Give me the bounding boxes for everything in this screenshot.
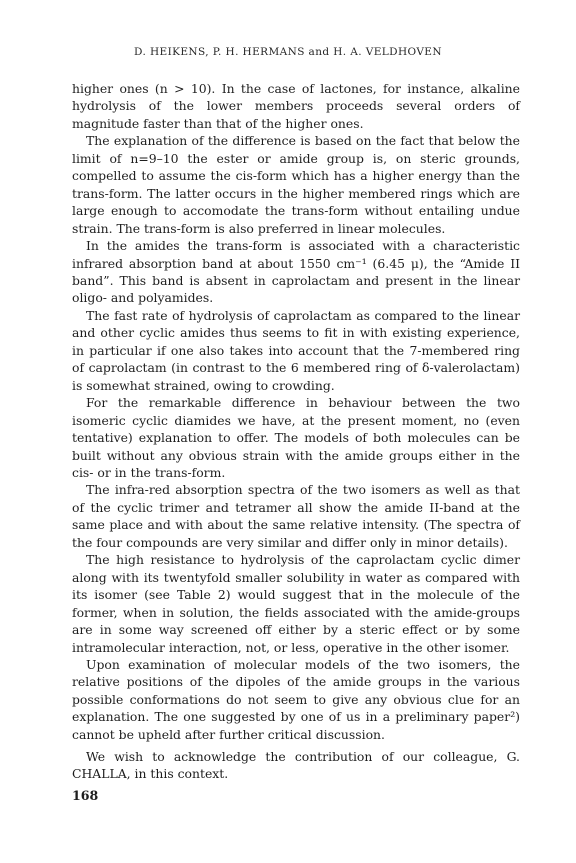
paragraph: The infra-red absorption spectra of the two isomers as well as that of the cyclic trimer and tetramer all show the amide II-band at the same place and with about the same relative intensity. (The spectra of the four compounds are very similar and differ only in minor details). <box>72 482 520 550</box>
paragraph: Upon examination of molecular models of the two isomers, the relative positions of the dipoles of the amide groups in the various possible conformations do not seem to give any obvious clue for an explanation. The one suggested by one of us in a preliminary paper²) cannot be upheld after further critical discussion. <box>72 656 520 742</box>
acknowledgement <box>72 748 520 783</box>
paragraph: The high resistance to hydrolysis of the caprolactam cyclic dimer along with its twentyfold smaller solubility in water as compared with its isomer (see Table 2) would suggest that in the molecule of the former, when in solution, the fields associated with the amide-groups are in some way screened off either by a steric effect or by some intramolecular interaction, not, or less, operative in the other isomer. <box>72 552 520 655</box>
paragraph: The fast rate of hydrolysis of caprolactam as compared to the linear and other cyclic amides thus seems to fit in with existing experience, in particular if one also takes into account that the 7-membered ring of caprolactam (in contrast to the 6 membered ring of δ-valerolactam) is somewhat strained, owing to crowding. <box>72 307 520 393</box>
running-header: D. HEIKENS, P. H. HERMANS and H. A. VELDHOVEN <box>134 46 442 58</box>
paragraph: higher ones (n > 10). In the case of lactones, for instance, alkaline hydrolysis of the lower members proceeds several orders of magnitude faster than that of the higher ones. <box>72 81 520 131</box>
paragraph: The explanation of the difference is based on the fact that below the limit of n=9–10 the ester or amide group is, on steric grounds, compelled to assume the cis-form which has a higher energy than the trans-form. The latter occurs in the higher membered rings which are large enough to accomodate the trans-form without entailing undue strain. The trans-form is also preferred in linear molecules. <box>72 133 520 236</box>
body-text <box>72 80 520 743</box>
paragraph: For the remarkable difference in behaviour between the two isomeric cyclic diamides we have, at the present moment, no (even tentative) explanation to offer. The models of both molecules can be built without any obvious strain with the amide groups either in the cis- or in the trans-form. <box>72 395 520 480</box>
page-number: 168 <box>72 788 99 803</box>
paragraph: In the amides the trans-form is associated with a characteristic infrared absorption band at about 1550 cm⁻¹ (6.45 μ), the “Amide II band”. This band is absent in caprolactam and present in the linear oligo- and polyamides. <box>72 238 520 306</box>
acknowledgement-text: We wish to acknowledge the contribution of our colleague, G. CHALLA, in this context. <box>72 749 520 782</box>
